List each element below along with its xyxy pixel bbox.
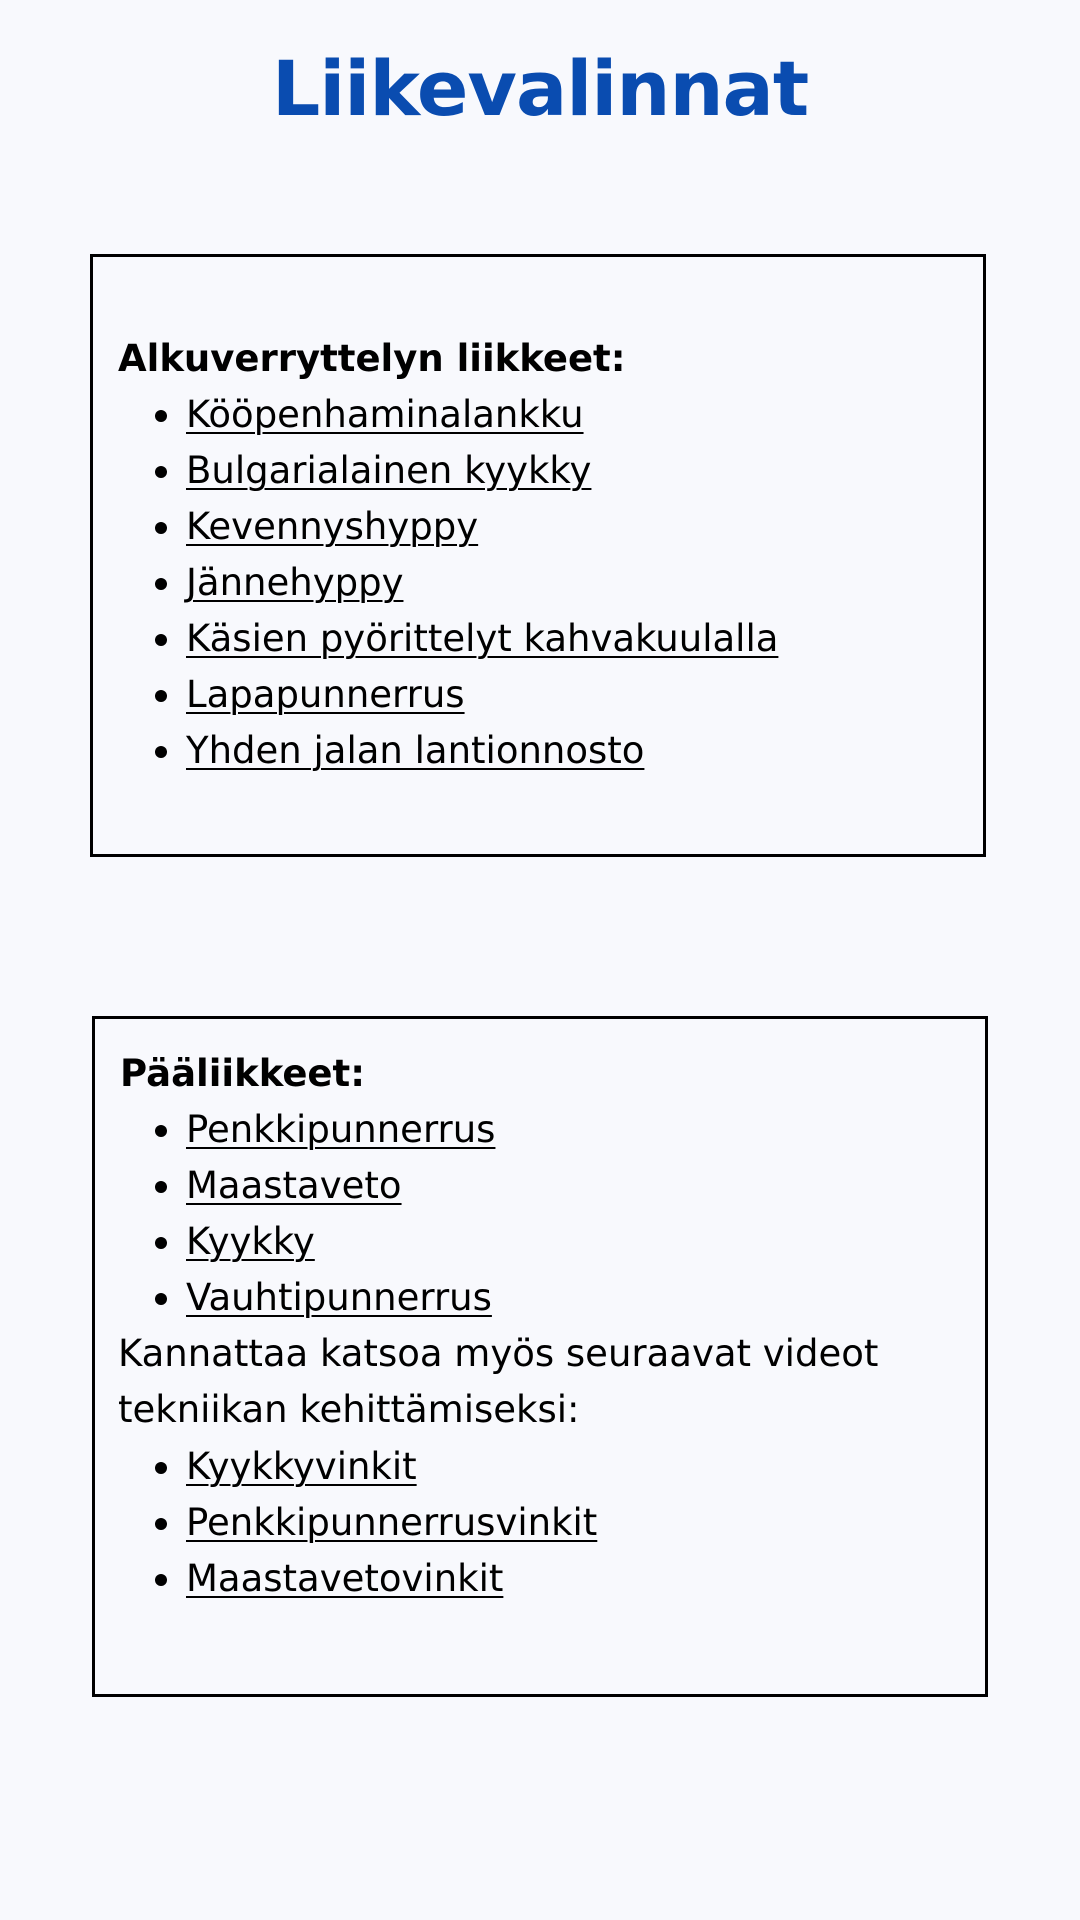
exercise-link-kyykky[interactable]: Kyykky [186,1220,315,1263]
exercise-link-kevennyshyppy[interactable]: Kevennyshyppy [186,505,479,548]
bullet-icon [155,1181,167,1193]
page-title: Liikevalinnat [271,44,809,133]
list-item [95,1270,495,1326]
bullet-icon [155,1462,167,1474]
exercise-link-vauhtipunnerrus[interactable]: Vauhtipunnerrus [186,1276,492,1319]
list-item [95,1102,495,1158]
video-link-penkkipunnerrusvinkit[interactable]: Penkkipunnerrusvinkit [186,1501,598,1544]
list-item [93,555,778,611]
exercise-link-kasien-pyorittelyt[interactable]: Käsien pyörittelyt kahvakuulalla [186,617,779,660]
list-item [93,611,778,667]
exercise-link-jannehyppy[interactable]: Jännehyppy [186,561,404,604]
bullet-icon [155,1518,167,1530]
videos-note: Kannattaa katsoa myös seuraavat videot tekniikan kehittämiseksi: [118,1332,879,1431]
exercise-link-penkkipunnerrus[interactable]: Penkkipunnerrus [186,1108,496,1151]
warmup-exercises-card [90,254,986,857]
exercise-link-koopenhaminalankku[interactable]: Kööpenhaminalankku [186,393,584,436]
exercise-link-maastaveto[interactable]: Maastaveto [186,1164,402,1207]
list-item [95,1551,597,1607]
bullet-icon [155,410,167,422]
list-item [95,1214,495,1270]
exercise-link-yhden-jalan-lantionnosto[interactable]: Yhden jalan lantionnosto [186,729,645,772]
bullet-icon [155,522,167,534]
bullet-icon [155,1237,167,1249]
list-item [93,387,778,443]
list-item [93,723,778,779]
list-item [95,1158,495,1214]
bullet-icon [155,634,167,646]
list-item [93,667,778,723]
bullet-icon [155,1574,167,1586]
bullet-icon [155,466,167,478]
warmup-exercise-list [93,387,778,779]
list-item [93,499,778,555]
video-link-kyykkyvinkit[interactable]: Kyykkyvinkit [186,1445,417,1488]
bullet-icon [155,690,167,702]
video-link-maastavetovinkit[interactable]: Maastavetovinkit [186,1557,504,1600]
main-heading: Pääliikkeet: [120,1052,365,1095]
warmup-heading: Alkuverryttelyn liikkeet: [118,337,626,380]
exercise-link-lapapunnerrus[interactable]: Lapapunnerrus [186,673,465,716]
exercise-link-bulgarialainen-kyykky[interactable]: Bulgarialainen kyykky [186,449,592,492]
bullet-icon [155,1293,167,1305]
bullet-icon [155,746,167,758]
bullet-icon [155,1125,167,1137]
main-exercises-card [92,1016,988,1697]
bullet-icon [155,578,167,590]
technique-video-list [95,1439,597,1607]
list-item [95,1439,597,1495]
list-item [93,443,778,499]
main-exercise-list [95,1102,495,1326]
list-item [95,1495,597,1551]
